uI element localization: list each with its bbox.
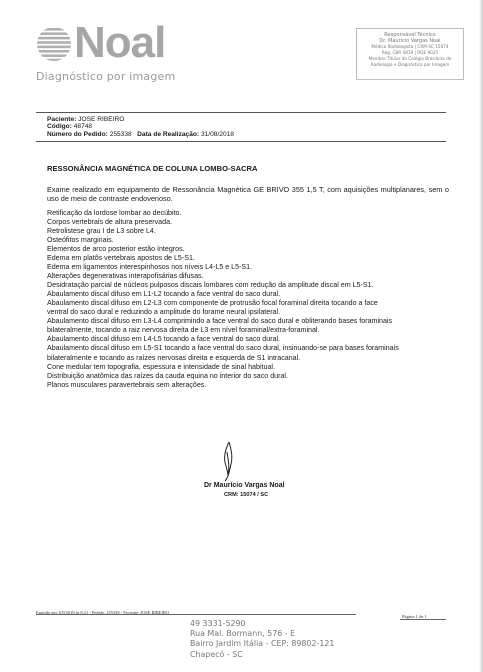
- patient-code: 48748: [73, 123, 93, 131]
- finding-line: bilateralmente, tocando a raiz nervosa direita de L3 em nível foraminal/extra-foraminal.: [47, 326, 320, 335]
- responsible-line: Radiologia e Diagnóstico por Imagem: [370, 62, 450, 67]
- exam-date: 31/08/2018: [200, 130, 234, 138]
- patient-code-row: [47, 123, 234, 130]
- patient-name-row: [47, 116, 234, 123]
- patient-code-label: Código:: [47, 123, 72, 131]
- finding-line: Edema em ligamentos interespinhosos nos níveis L4-L5 e L5-S1.: [47, 263, 253, 272]
- finding-line: ventral do saco dural e reduzindo a amplitude do forame neural ipsilateral.: [47, 308, 281, 317]
- doctor-name: Dr Maurício Vargas Noal: [204, 482, 285, 489]
- finding-line: Edema em platôs vertebrais apostos de L5-S1.: [47, 254, 195, 263]
- address-phone: 49 3331-5290: [190, 619, 246, 628]
- finding-line: Abaulamento discal difuso em L1-L2 tocando a face ventral do saco dural.: [47, 290, 281, 299]
- patient-name: JOSE RIBEIRO: [78, 116, 125, 123]
- responsible-line: Membro Titular do Colégio Brasileiro de: [368, 56, 452, 61]
- finding-line: Abaulamento discal difuso em L5-S1 tocando a face ventral do saco dural, insinuando-se para bases foraminais: [47, 344, 399, 353]
- footer-page-divider: [400, 619, 446, 620]
- finding-line: Planos musculares paravertebrais sem alterações.: [47, 380, 207, 389]
- findings-list: [47, 209, 451, 390]
- order-label: Número do Pedido:: [47, 130, 108, 138]
- patient-info: [47, 116, 234, 138]
- exam-title: RESSONÂNCIA MAGNÉTICA DE COLUNA LOMBO-SACRA: [47, 164, 258, 173]
- address-district: Bairro Jardim Itália - CEP: 89802-121: [190, 639, 335, 649]
- info-divider: [36, 141, 446, 142]
- responsible-line: Médico Radiologista | CRM-SC 15074: [371, 44, 449, 49]
- finding-line: Retificação da lordose lombar ao decúbito.: [47, 209, 182, 217]
- finding-line: Abaulamento discal difuso em L2-L3 com componente de protrusão focal foraminal direita tocando a face: [47, 299, 378, 308]
- finding-line: Cone medular tem topografia, espessura e intensidade de sinal habitual.: [47, 362, 275, 371]
- patient-name-label: Paciente:: [47, 116, 77, 123]
- finding-line: Desidratação parcial de núcleos pulposos discais lombares com redução da amplitude discal em L5-S1.: [47, 281, 374, 290]
- logo-subtitle: Diagnóstico por imagem: [36, 70, 176, 83]
- date-label: Data de Realização:: [137, 130, 200, 138]
- address-street: Rua Mal. Bormann, 576 - E: [190, 629, 296, 639]
- globe-icon: [36, 26, 72, 62]
- order-number: 255338: [109, 130, 132, 138]
- responsible-title: Responsável Técnico: [384, 32, 436, 38]
- doctor-crm: CRM: 15074 / SC: [224, 492, 269, 498]
- top-divider: [36, 112, 446, 113]
- responsible-name: Dr. Maurício Vargas Noal: [379, 38, 441, 44]
- address-city: Chapecó - SC: [190, 649, 243, 659]
- logo-wordmark: Noal: [74, 18, 166, 67]
- exam-intro: Exame realizado em equipamento de Ressonância Magnética GE BRIVO 355 1,5 T, com aquisições multiplanares, sem o uso de meio de contraste endovenoso.: [47, 185, 449, 203]
- finding-line: Abaulamento discal difuso em L3-L4 comprimindo a face ventral do saco dural e obliterando bases foraminais: [47, 317, 393, 326]
- finding-line: Alterações degenerativas interapofisárias difusas.: [47, 272, 204, 281]
- doctor-signature: [216, 440, 242, 482]
- clinic-address: [190, 619, 334, 660]
- finding-line: Distribuição anatômica das raízes da cauda equina no interior do saco dural.: [47, 371, 288, 380]
- finding-line: Osteófitos marginais.: [47, 236, 114, 245]
- responsible-line: Reg. CBR 4819 | RQE 9025: [381, 50, 439, 55]
- scan-shadow: [479, 0, 483, 672]
- finding-line: Abaulamento discal difuso em L4-L5 tocando a face ventral do saco dural.: [47, 335, 281, 344]
- finding-line: Elementos de arco posterior estão íntegros.: [47, 245, 185, 254]
- footer-issue-info: Emitido em: 6/9/2018 às 8:21 - Pedido: 255338 - Paciente: JOSE RIBEIRO: [36, 610, 170, 615]
- footer-page-number: Página 1 de 1: [402, 614, 427, 619]
- responsible-box: [356, 28, 464, 80]
- order-row: [47, 131, 234, 138]
- finding-line: Corpos vertebrais de altura preservada.: [47, 218, 172, 227]
- finding-line: Retrolistese grau I de L3 sobre L4.: [47, 227, 156, 236]
- finding-line: bilateralmente e tocando as raízes nervosas direita e esquerda de S1 intracanal.: [47, 353, 301, 362]
